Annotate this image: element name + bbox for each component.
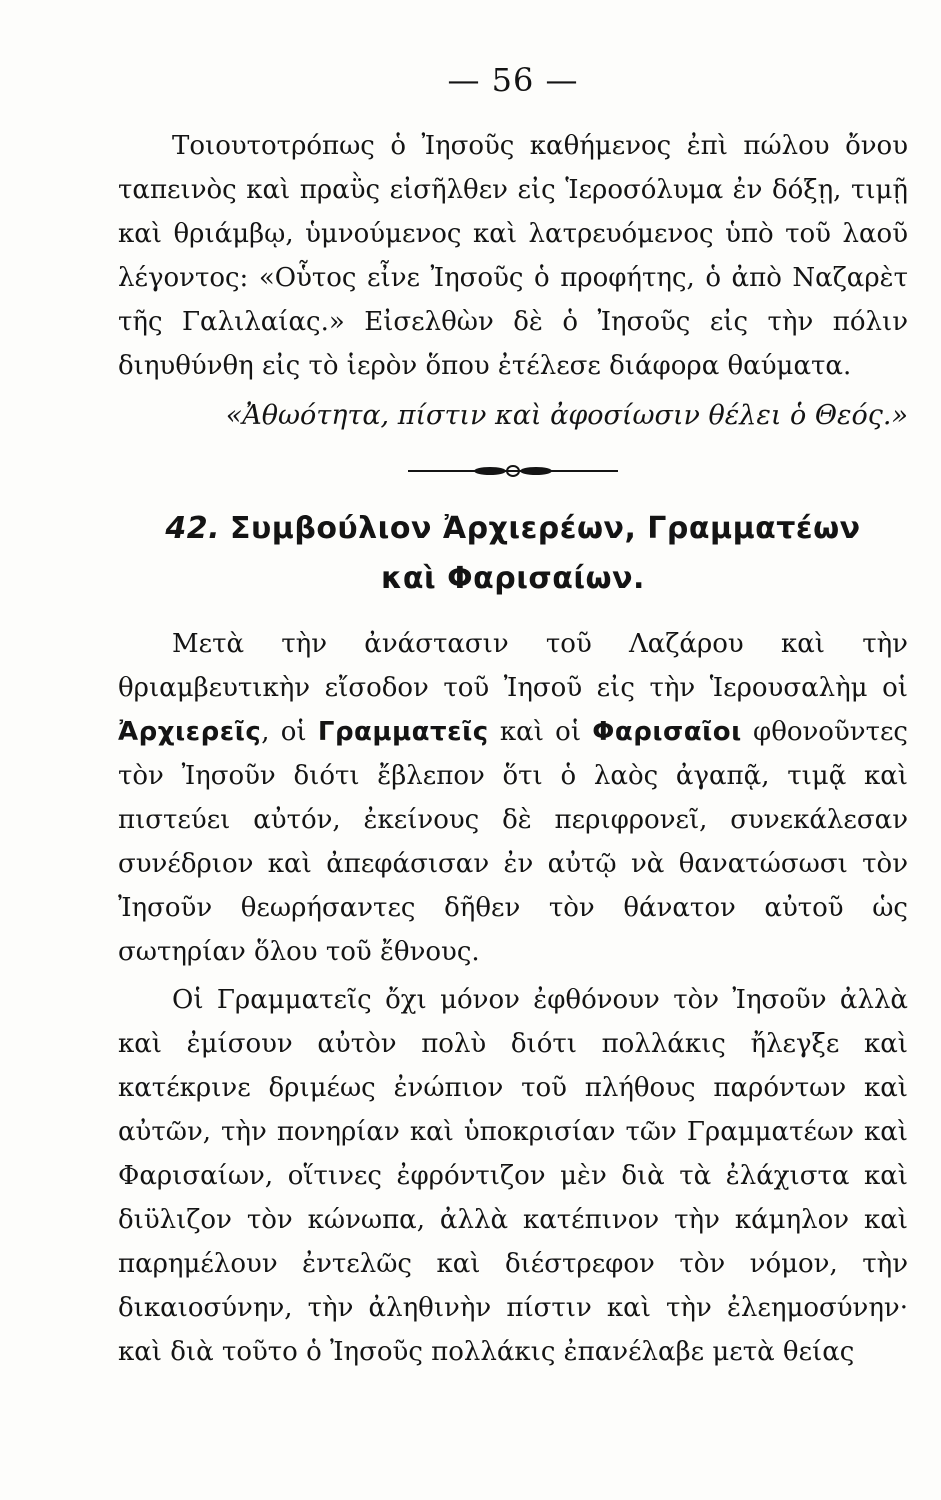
section-title-line2: καὶ Φαρισαίων. — [381, 561, 645, 596]
paragraph-council-text-2: , οἱ — [261, 717, 318, 747]
paragraph-council-text-1: Μετὰ τὴν ἀνάστασιν τοῦ Λαζάρου καὶ τὴν θριαμβευτικὴν εἴσοδον τοῦ Ἰησοῦ εἰς τὴν Ἱερουσαλὴμ οἱ — [118, 629, 908, 703]
paragraph-council-text-3: καὶ οἱ — [488, 717, 593, 747]
moral-quote: «Ἀθωότητα, πίστιν καὶ ἀφοσίωσιν θέλει ὁ Θεός.» — [225, 400, 908, 431]
ornament-rule-icon — [408, 464, 618, 478]
archiereis-term: Ἀρχιερεῖς — [118, 717, 262, 747]
section-heading — [118, 504, 908, 604]
ornament-divider — [118, 464, 908, 478]
paragraph-entry-jerusalem: Τοιουτοτρόπως ὁ Ἰησοῦς καθήμενος ἐπὶ πώλου ὄνου ταπεινὸς καὶ πραῢς εἰσῆλθεν εἰς Ἱεροσόλυμα ἐν δόξῃ, τιμῇ καὶ θριάμβῳ, ὑμνούμενος καὶ λατρευόμενος ὑπὸ τοῦ λαοῦ λέγοντος: «Οὗτος εἶνε Ἰησοῦς ὁ προφήτης, ὁ ἀπὸ Ναζαρὲτ τῆς Γαλιλαίας.» Εἰσελθὼν δὲ ὁ Ἰησοῦς εἰς τὴν πόλιν διηυθύνθη εἰς τὸ ἱερὸν ὅπου ἐτέλεσε διάφορα θαύματα. — [118, 131, 908, 381]
farisaioi-term: Φαρισαῖοι — [592, 717, 742, 747]
section-title-line1: Συμβούλιον Ἀρχιερέων, Γραμματέων — [230, 511, 861, 546]
section-number: 42. — [165, 511, 221, 546]
paragraph-council — [118, 622, 908, 974]
page-number: — 56 — — [447, 61, 579, 99]
book-page — [118, 60, 908, 1374]
grammateis-term: Γραμματεῖς — [317, 717, 489, 747]
paragraph-council-text-4: φθονοῦντες τὸν Ἰησοῦν διότι ἔβλεπον ὅτι ὁ λαὸς ἀγαπᾷ, τιμᾷ καὶ πιστεύει αὐτόν, ἐκείνους δὲ περιφρονεῖ, συνεκάλεσαν συνέδριον καὶ ἀπεφάσισαν ἐν αὐτῷ νὰ θανατώσωσι τὸν Ἰησοῦν θεωρήσαντες δῆθεν τὸν θάνατον αὐτοῦ ὡς σωτηρίαν ὅλου τοῦ ἔθνους. — [118, 717, 908, 967]
paragraph-scribes: Οἱ Γραμματεῖς ὄχι μόνον ἐφθόνουν τὸν Ἰησοῦν ἀλλὰ καὶ ἐμίσουν αὐτὸν πολὺ διότι πολλάκις ἤλεγξε καὶ κατέκρινε δριμέως ἐνώπιον τοῦ πλήθους παρόντων καὶ αὐτῶν, τὴν πονηρίαν καὶ ὑποκρισίαν τῶν Γραμματέων καὶ Φαρισαίων, οἵτινες ἐφρόντιζον μὲν διὰ τὰ ἐλάχιστα καὶ διϋλιζον τὸν κώνωπα, ἀλλὰ κατέπινον τὴν κάμηλον καὶ παρημέλουν ἐντελῶς καὶ διέστρεφον τὸν νόμον, τὴν δικαιοσύνην, τὴν ἀληθινὴν πίστιν καὶ τὴν ἐλεημοσύνην· καὶ διὰ τοῦτο ὁ Ἰησοῦς πολλάκις ἐπανέλαβε μετὰ θείας — [118, 985, 908, 1367]
